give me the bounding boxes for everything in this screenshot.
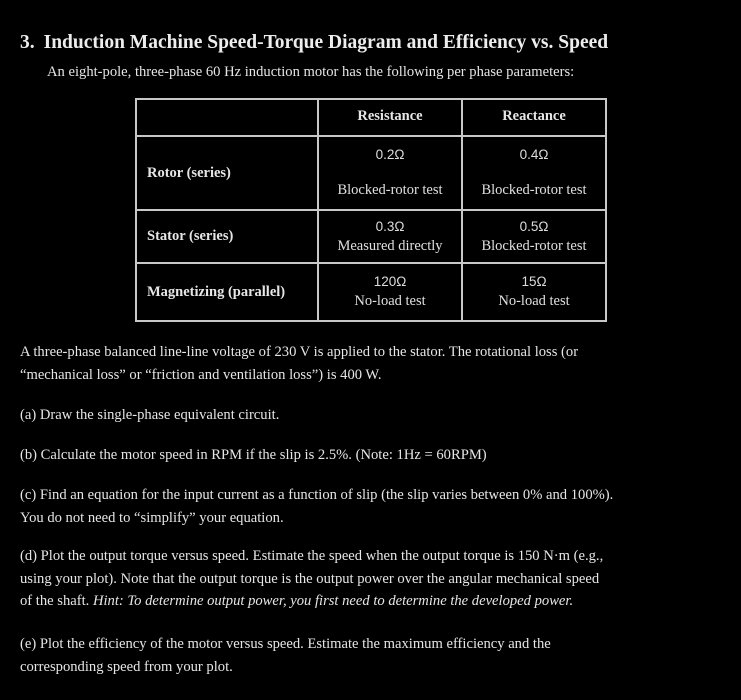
- stator-resistance-note: Measured directly: [337, 237, 443, 254]
- part-c: [20, 484, 725, 529]
- stator-resistance-value: 0.3Ω: [375, 218, 405, 234]
- stator-reactance-cell: [462, 210, 606, 263]
- table-row: [136, 263, 606, 321]
- part-c-line-2: You do not need to “simplify” your equation.: [20, 509, 284, 526]
- problem-number: 3.: [20, 32, 35, 53]
- part-c-line-1: (c) Find an equation for the input current as a function of slip (the slip varies between 0% and 100%).: [20, 487, 614, 503]
- magnetizing-reactance-cell: [462, 263, 606, 321]
- part-d-line-1: (d) Plot the output torque versus speed. Estimate the speed when the output torque is 150 N·m (e.g.,: [20, 548, 604, 564]
- parameter-table: [135, 98, 607, 322]
- magnetizing-reactance-value: 15Ω: [521, 274, 547, 289]
- part-e: [20, 633, 725, 678]
- row-label-rotor: Rotor (series): [136, 136, 318, 210]
- rotor-reactance-note: Blocked-rotor test: [481, 182, 587, 198]
- problem-heading: [20, 32, 608, 54]
- rotor-resistance-note: Blocked-rotor test: [337, 182, 443, 198]
- stator-reactance-note: Blocked-rotor test: [481, 237, 587, 254]
- magnetizing-reactance-note: No-load test: [498, 293, 570, 309]
- part-d: [20, 545, 725, 613]
- row-label-stator: Stator (series): [136, 210, 318, 263]
- voltage-paragraph: [20, 341, 725, 386]
- problem-title: Induction Machine Speed-Torque Diagram and Efficiency vs. Speed: [43, 32, 609, 53]
- header-empty: [136, 99, 318, 136]
- rotor-reactance-value: 0.4Ω: [519, 147, 549, 162]
- magnetizing-resistance-value: 120Ω: [373, 274, 407, 289]
- row-label-magnetizing: Magnetizing (parallel): [136, 263, 318, 321]
- voltage-line-2: “mechanical loss” or “friction and ventilation loss”) is 400 W.: [20, 366, 382, 383]
- part-a: (a) Draw the single-phase equivalent circuit.: [20, 407, 280, 423]
- magnetizing-resistance-cell: [318, 263, 462, 321]
- part-d-hint: Hint: To determine output power, you first need to determine the developed power.: [92, 593, 574, 609]
- part-d-line-3-text: of the shaft.: [20, 593, 93, 609]
- table-row: [136, 210, 606, 263]
- header-reactance: Reactance: [462, 99, 606, 136]
- stator-resistance-cell: [318, 210, 462, 263]
- part-e-line-1: (e) Plot the efficiency of the motor versus speed. Estimate the maximum efficiency and the: [20, 636, 551, 652]
- part-d-line-2: using your plot). Note that the output torque is the output power over the angular mechanical speed: [20, 570, 600, 587]
- part-b: (b) Calculate the motor speed in RPM if the slip is 2.5%. (Note: 1Hz = 60RPM): [20, 447, 487, 463]
- rotor-resistance-value: 0.2Ω: [375, 147, 405, 162]
- table-header-row: [136, 99, 606, 136]
- stator-reactance-value: 0.5Ω: [519, 218, 549, 234]
- rotor-resistance-cell: [318, 136, 462, 210]
- problem-intro: An eight-pole, three-phase 60 Hz induction motor has the following per phase parameters:: [47, 64, 575, 80]
- voltage-line-1: A three-phase balanced line-line voltage of 230 V is applied to the stator. The rotational loss (or: [20, 344, 579, 360]
- part-d-line-3: [20, 590, 725, 613]
- part-e-line-2: corresponding speed from your plot.: [20, 658, 233, 675]
- rotor-reactance-cell: [462, 136, 606, 210]
- header-resistance: Resistance: [318, 99, 462, 136]
- table-row: [136, 136, 606, 210]
- magnetizing-resistance-note: No-load test: [354, 293, 426, 309]
